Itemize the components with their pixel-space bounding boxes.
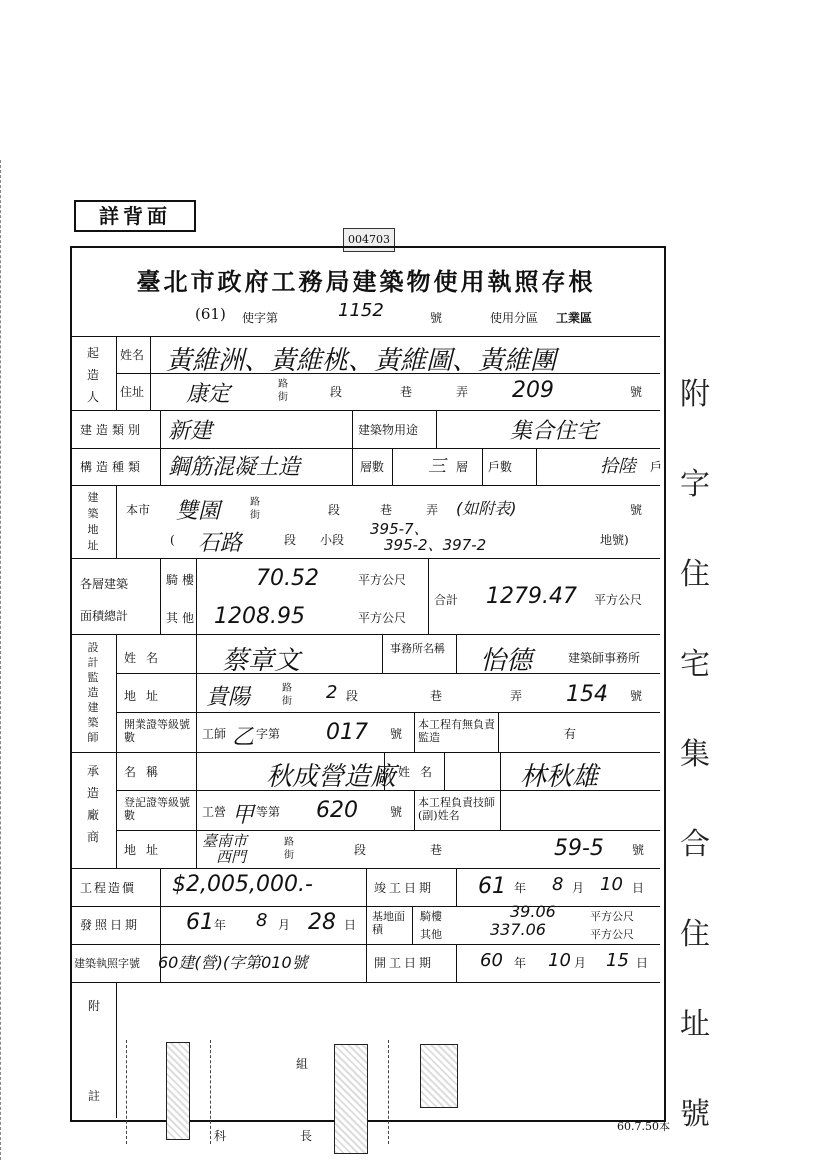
- start-nian: 年: [514, 956, 527, 970]
- category-value: 新建: [168, 419, 213, 444]
- applicant-number: 209: [512, 378, 554, 403]
- areas-label-2: 面積總計: [80, 609, 129, 623]
- license-hao: 號: [390, 727, 403, 741]
- contractor-road-suffix: 路街: [284, 837, 294, 861]
- reg-number: 620: [316, 798, 358, 823]
- base-other-label: 其他: [420, 928, 442, 941]
- reg-class: 甲: [232, 803, 255, 828]
- arcade-unit: 平方公尺: [358, 573, 407, 587]
- contractor-addr-label: 地址: [124, 843, 169, 857]
- contractor-person: 林秋雄: [520, 762, 599, 792]
- lots-line-2: 395-2、397-2: [384, 536, 487, 554]
- base-other-value: 337.06: [490, 920, 546, 939]
- office-value: 怡德: [480, 646, 533, 676]
- site-xiang: 巷: [380, 503, 393, 517]
- architect-nong: 弄: [510, 689, 523, 703]
- contractor-person-label: 姓名: [398, 765, 443, 779]
- contractor-road: 西門: [216, 848, 247, 866]
- completion-label: 竣工日期: [374, 881, 435, 895]
- site-group-label: 建築地址: [87, 491, 99, 552]
- subsection-label: 小段: [320, 533, 345, 547]
- seal-stamp-2: [334, 1044, 368, 1154]
- start-label: 開工日期: [374, 956, 435, 970]
- other-value: 1208.95: [214, 604, 305, 629]
- other-unit: 平方公尺: [358, 611, 407, 625]
- reg-grade: 工營: [202, 805, 227, 819]
- issue-yue: 月: [278, 918, 291, 932]
- total-value: 1279.47: [486, 584, 577, 609]
- nong-label: 弄: [456, 385, 469, 399]
- architect-duan: 段: [346, 689, 359, 703]
- cost-value: $2,005,000.-: [172, 872, 313, 897]
- city-label: 本市: [126, 503, 151, 517]
- hao-label: 號: [430, 311, 443, 325]
- shi-zi-label: 使字第: [242, 311, 279, 325]
- architect-road-suffix: 路街: [282, 683, 292, 707]
- issue-ri: 日: [344, 918, 357, 932]
- reg-label: 登記證等級號數: [124, 796, 190, 822]
- cost-label: 工程造價: [80, 881, 137, 895]
- arcade-label: 騎樓: [166, 573, 199, 587]
- base-arcade-value: 39.06: [510, 902, 556, 921]
- side-bleed-text: 附字住宅集合住址號: [680, 377, 710, 1132]
- office-label: 事務所名稱: [390, 642, 445, 655]
- site-road: 雙園: [176, 499, 221, 524]
- completion-month: 8: [552, 874, 564, 895]
- remarks-label-bottom: 註: [88, 1089, 101, 1103]
- engineer-label: 本工程負責技師(副)姓名: [418, 796, 495, 822]
- applicant-road: 康定: [186, 382, 231, 407]
- start-ri: 日: [636, 956, 649, 970]
- architect-duan-num: 2: [326, 682, 338, 703]
- total-unit: 平方公尺: [594, 593, 643, 607]
- completion-year: 61: [478, 874, 506, 899]
- reg-zi: 等第: [256, 805, 281, 819]
- arcade-value: 70.52: [256, 566, 319, 591]
- floors-label: 層數: [360, 460, 385, 474]
- license-number: 017: [326, 720, 368, 745]
- applicant-name: 黃維洲、黃維桃、黃維圖、黃維團: [166, 346, 557, 376]
- contractor-number: 59-5: [554, 836, 604, 861]
- architect-number: 154: [566, 682, 608, 707]
- issue-month: 8: [256, 910, 268, 931]
- contractor-city: 臺南市: [202, 832, 248, 850]
- address-label: 住址: [120, 385, 145, 399]
- areas-label-1: 各層建築: [80, 577, 129, 591]
- architect-hao: 號: [630, 689, 643, 703]
- contractor-duan: 段: [354, 843, 367, 857]
- zoning-value: 工業區: [556, 311, 593, 325]
- supervise-label: 本工程有無負責監造: [418, 718, 495, 744]
- use-label: 建築物用途: [358, 423, 419, 437]
- lot-suffix: 地號): [600, 533, 629, 547]
- floors-value: 三: [428, 456, 446, 477]
- start-month: 10: [548, 950, 571, 971]
- zoning-label: 使用分區: [490, 311, 539, 325]
- lots-line-1: 395-7、: [370, 520, 429, 538]
- road-suffix: 路街: [278, 379, 288, 403]
- site-road-suffix: 路街: [250, 497, 260, 521]
- permit-label: 建築執照字號: [74, 957, 140, 970]
- permit-number: 1152: [338, 300, 384, 321]
- issue-nian: 年: [214, 918, 227, 932]
- base-arcade-unit: 平方公尺: [590, 910, 634, 923]
- completion-nian: 年: [514, 881, 527, 895]
- section-paren: (: [170, 533, 175, 547]
- page-fold-edge: [0, 160, 7, 1160]
- site-hao: 號: [630, 503, 643, 517]
- issue-day: 28: [308, 910, 336, 935]
- section-suffix: 段: [284, 533, 297, 547]
- architect-xiang: 巷: [430, 689, 443, 703]
- base-other-unit: 平方公尺: [590, 928, 634, 941]
- applicant-group-label: 起造人: [86, 346, 99, 404]
- site-note: (如附表): [456, 499, 517, 518]
- total-label: 合計: [434, 593, 459, 607]
- serial-stamp: 004703: [343, 228, 395, 252]
- duan-label: 段: [330, 385, 343, 399]
- architect-name-label: 姓名: [124, 651, 169, 665]
- license-class: 乙: [232, 725, 255, 750]
- remarks-label-top: 附: [88, 999, 101, 1013]
- year-number: (61): [195, 305, 226, 323]
- architect-group-label: 設計監造建築師: [87, 641, 99, 744]
- contractor-name-label: 名稱: [124, 765, 169, 779]
- reg-hao: 號: [390, 805, 403, 819]
- seal-stamp-1: [166, 1042, 190, 1140]
- sig-zu: 組: [296, 1057, 309, 1071]
- sig-chang: 長: [300, 1129, 313, 1143]
- base-label: 基地面積: [372, 910, 405, 936]
- start-yue: 月: [574, 956, 587, 970]
- xiang-label: 巷: [400, 385, 413, 399]
- seal-stamp-3: [420, 1044, 458, 1108]
- supervise-value: 有: [564, 727, 577, 741]
- start-year: 60: [480, 950, 503, 971]
- contractor-group-label: 承造廠商: [86, 764, 99, 844]
- license-label: 開業證等級號數: [124, 718, 190, 744]
- office-suffix: 建築師事務所: [568, 651, 641, 665]
- issue-year: 61: [186, 910, 214, 935]
- completion-yue: 月: [572, 881, 585, 895]
- households-unit: 戶: [650, 460, 663, 474]
- license-zi: 字第: [256, 727, 281, 741]
- form-title: 臺北市政府工務局建築物使用執照存根: [136, 267, 596, 296]
- base-arcade-label: 騎樓: [420, 910, 442, 923]
- structure-value: 鋼筋混凝土造: [168, 455, 301, 480]
- households-value: 拾陸: [600, 456, 636, 477]
- name-label: 姓名: [120, 348, 145, 362]
- use-value: 集合住宅: [510, 419, 599, 444]
- footer-print-note: 60.7.50本: [617, 1120, 670, 1133]
- other-label: 其他: [166, 611, 199, 625]
- issue-label: 發照日期: [80, 918, 141, 932]
- side-label-box: 詳背面: [74, 200, 196, 232]
- contractor-name: 秋成營造廠: [266, 762, 397, 792]
- structure-label: 構造種類: [80, 460, 145, 474]
- sig-ke: 科: [214, 1129, 227, 1143]
- permit-value: 60建(營)(字第010號: [158, 953, 308, 972]
- site-nong: 弄: [426, 503, 439, 517]
- architect-road: 貴陽: [206, 685, 251, 710]
- hao-label: 號: [630, 385, 643, 399]
- completion-ri: 日: [632, 881, 645, 895]
- floors-unit: 層: [456, 460, 469, 474]
- contractor-hao: 號: [632, 843, 645, 857]
- license-grade: 工師: [202, 727, 227, 741]
- households-label: 戶數: [488, 460, 513, 474]
- site-duan: 段: [328, 503, 341, 517]
- section-name: 石路: [198, 531, 243, 556]
- completion-day: 10: [600, 874, 623, 895]
- architect-addr-label: 地址: [124, 689, 169, 703]
- contractor-xiang: 巷: [430, 843, 443, 857]
- category-label: 建造類別: [80, 423, 145, 437]
- start-day: 15: [606, 950, 629, 971]
- architect-name: 蔡章文: [222, 646, 301, 676]
